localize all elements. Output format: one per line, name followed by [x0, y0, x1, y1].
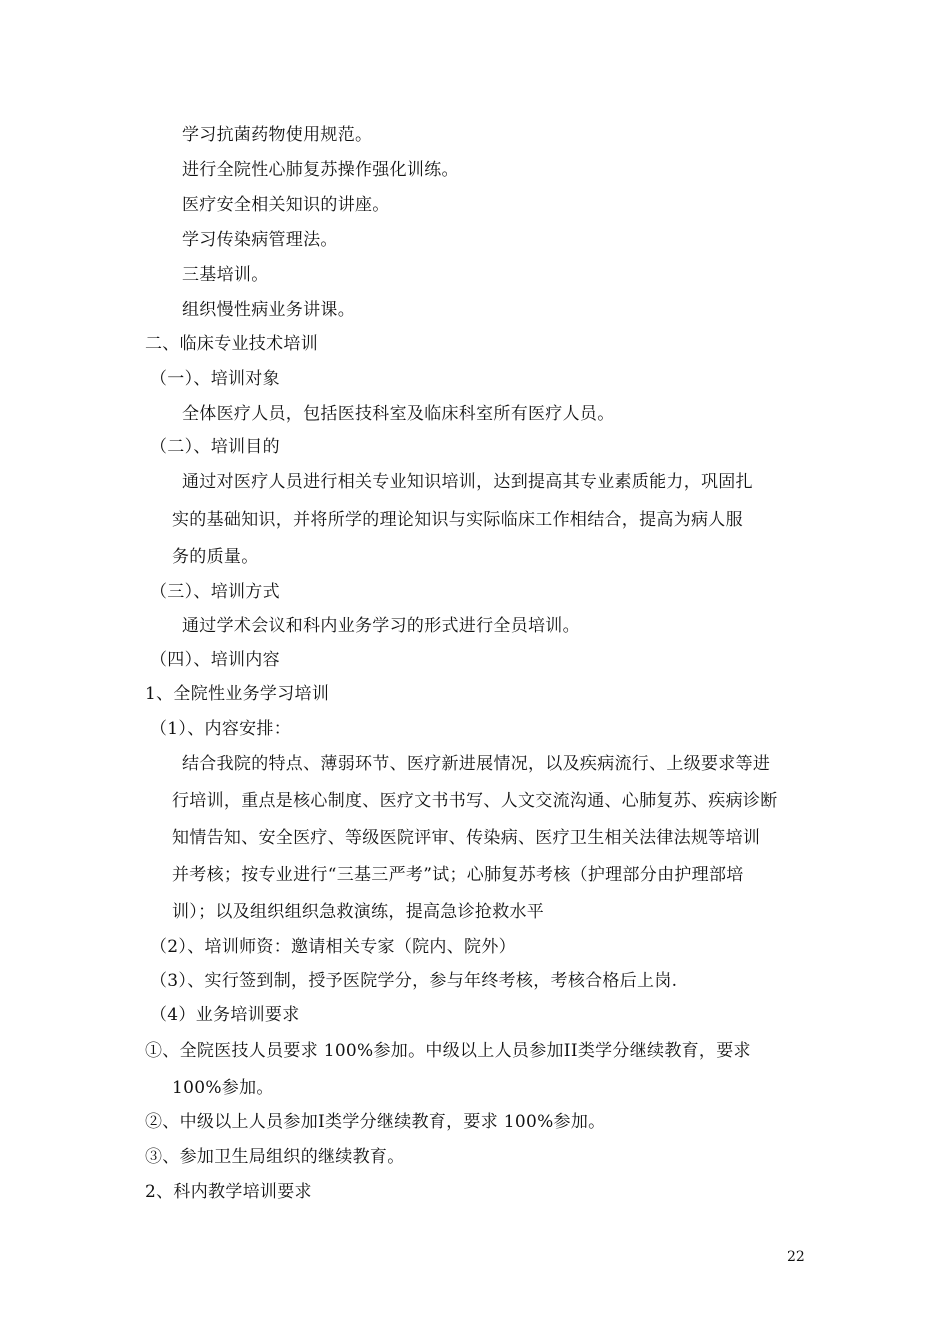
text-line: 全体医疗人员，包括医技科室及临床科室所有医疗人员。 [182, 404, 615, 424]
text-line: 医疗安全相关知识的讲座。 [182, 195, 390, 215]
text-line: 学习传染病管理法。 [182, 230, 338, 250]
subsection-heading: （三）、培训方式 [150, 582, 280, 602]
text-line: 进行全院性心肺复苏操作强化训练。 [182, 160, 459, 180]
subsection-heading: （四）、培训内容 [150, 650, 280, 670]
numbered-heading: 2、科内教学培训要求 [145, 1182, 312, 1202]
text-line: 务的质量。 [172, 547, 259, 567]
text-line: 三基培训。 [182, 265, 269, 285]
text-line: 组织慢性病业务讲课。 [182, 300, 355, 320]
circled-item: ①、全院医技人员要求 100%参加。中级以上人员参加II类学分继续教育，要求 [145, 1041, 751, 1061]
text-line: 100%参加。 [172, 1078, 274, 1098]
section-heading: 二、临床专业技术培训 [145, 334, 318, 354]
text-line: 知情告知、安全医疗、等级医院评审、传染病、医疗卫生相关法律法规等培训 [172, 828, 761, 848]
text-line: 通过对医疗人员进行相关专业知识培训，达到提高其专业素质能力，巩固扎 [182, 472, 753, 492]
text-line: 行培训，重点是核心制度、医疗文书书写、人文交流沟通、心肺复苏、疾病诊断 [172, 791, 778, 811]
numbered-subheading: （1）、内容安排： [150, 719, 292, 739]
text-line: 并考核；按专业进行“三基三严考”试；心肺复苏考核（护理部分由护理部培 [172, 865, 744, 885]
numbered-subheading: （3）、实行签到制，授予医院学分，参与年终考核，考核合格后上岗. [150, 971, 678, 991]
numbered-subheading: （4）业务培训要求 [150, 1005, 300, 1025]
text-line: 学习抗菌药物使用规范。 [182, 125, 373, 145]
text-line: 训）；以及组织组织急救演练，提高急诊抢救水平 [172, 902, 545, 922]
numbered-heading: 1、全院性业务学习培训 [145, 684, 330, 704]
text-line: 实的基础知识，并将所学的理论知识与实际临床工作相结合，提高为病人服 [172, 510, 743, 530]
text-line: 结合我院的特点、薄弱环节、医疗新进展情况，以及疾病流行、上级要求等进 [182, 754, 771, 774]
subsection-heading: （二）、培训目的 [150, 437, 280, 457]
circled-item: ②、中级以上人员参加Ⅰ类学分继续教育，要求 100%参加。 [145, 1112, 606, 1132]
text-line: 通过学术会议和科内业务学习的形式进行全员培训。 [182, 616, 580, 636]
page-number: 22 [787, 1249, 805, 1265]
subsection-heading: （一）、培训对象 [150, 369, 280, 389]
numbered-subheading: （2）、培训师资：邀请相关专家（院内、院外） [150, 937, 516, 957]
circled-item: ③、参加卫生局组织的继续教育。 [145, 1147, 405, 1167]
